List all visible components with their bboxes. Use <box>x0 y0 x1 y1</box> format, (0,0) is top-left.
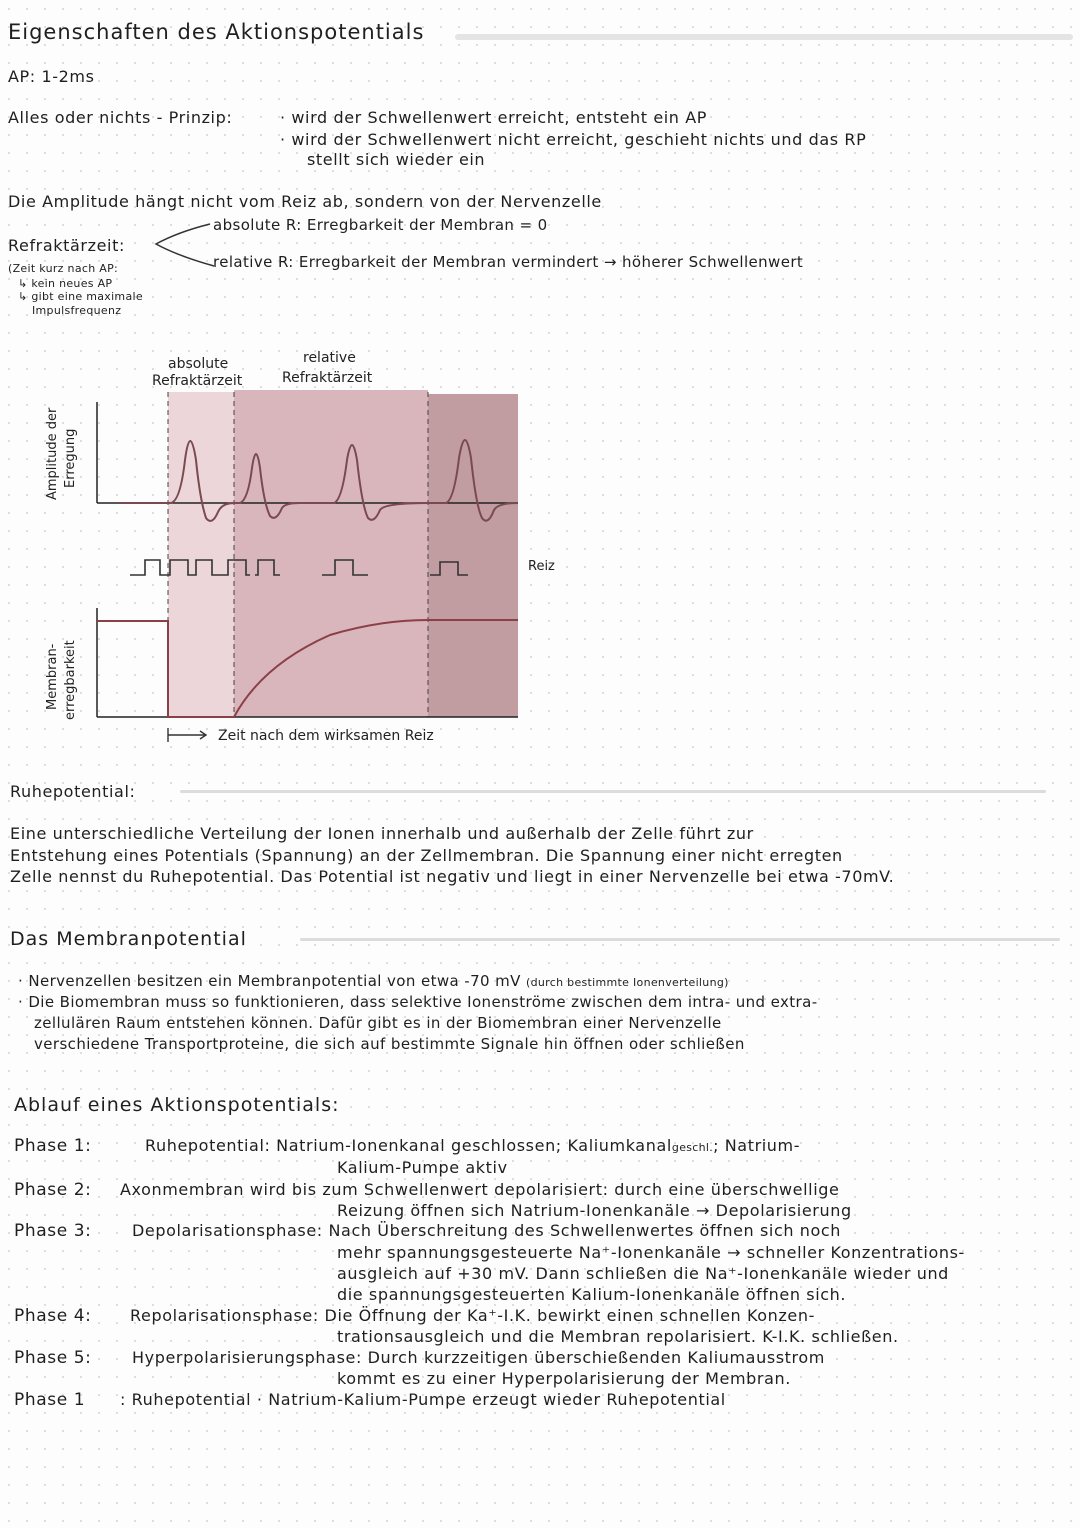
refraktaer-note1: (Zeit kurz nach AP: <box>8 262 119 275</box>
label-reiz: Reiz <box>528 559 555 574</box>
phase3-text3: ausgleich auf +30 mV. Dann schließen die Na⁺-Ionenkanäle wieder und <box>337 1264 949 1283</box>
ylabel-bottom-1: Membran- <box>45 643 60 710</box>
phase1-small: geschl. <box>671 1141 714 1154</box>
ylabel-top-1: Amplitude der <box>45 407 60 500</box>
alles-oder-nichts-label: Alles oder nichts - Prinzip: <box>8 108 233 127</box>
membranpotential-b1 <box>18 972 729 990</box>
ablauf-heading: Ablauf eines Aktionspotentials: <box>14 1094 340 1116</box>
refraktaer-note4: Impulsfrequenz <box>32 304 122 317</box>
ruhepotential-line2: Entstehung eines Potentials (Spannung) an der Zellmembran. Die Spannung einer nicht erregten <box>10 846 843 865</box>
relative-refractory-region <box>234 390 428 717</box>
refraktaer-brace <box>148 218 218 270</box>
alles-oder-nichts-line1: · wird der Schwellenwert erreicht, entsteht ein AP <box>280 108 708 127</box>
refraktaer-note2: ↳ kein neues AP <box>18 277 113 290</box>
membranpotential-b2-line2: zellulären Raum entstehen können. Dafür gibt es in der Biomembran einer Nervenzelle <box>34 1014 722 1032</box>
membranpotential-rule <box>300 938 1060 941</box>
ylabel-top-2: Erregung <box>63 428 78 488</box>
label-absolute-2: Refraktärzeit <box>152 373 243 389</box>
phase1-text1 <box>145 1136 800 1155</box>
phase3-text2: mehr spannungsgesteuerte Na⁺-Ionenkanäle → schneller Konzentrations- <box>337 1243 965 1262</box>
label-relative-1: relative <box>303 350 356 366</box>
phase4-text2: trationsausgleich und die Membran repolarisiert. K-I.K. schließen. <box>337 1327 899 1346</box>
phase3-label: Phase 3: <box>14 1221 92 1241</box>
normal-excitability-region <box>428 394 518 717</box>
alles-oder-nichts-line2: · wird der Schwellenwert nicht erreicht, geschieht nichts und das RP <box>280 130 867 149</box>
phase5-label: Phase 5: <box>14 1348 92 1368</box>
ylabel-bottom-2: erregbarkeit <box>63 640 78 720</box>
phase3-text1: Depolarisationsphase: Nach Überschreitung des Schwellenwertes öffnen sich noch <box>132 1221 842 1240</box>
refraktaer-note3: ↳ gibt eine maximale <box>18 290 143 303</box>
amplitude-text: Die Amplitude hängt nicht vom Reiz ab, sondern von der Nervenzelle <box>8 192 602 211</box>
phase1-text1-end: ; Natrium- <box>713 1136 801 1155</box>
label-relative-2: Refraktärzeit <box>282 370 373 386</box>
phase5-text1: Hyperpolarisierungsphase: Durch kurzzeitigen überschießenden Kaliumausstrom <box>132 1348 825 1367</box>
xlabel: Zeit nach dem wirksamen Reiz <box>218 728 434 744</box>
phase1-repeat-label: Phase 1 <box>14 1390 86 1410</box>
refraktaer-relative: relative R: Erregbarkeit der Membran vermindert → höherer Schwellenwert <box>213 253 804 271</box>
alles-oder-nichts-line3: stellt sich wieder ein <box>307 150 486 169</box>
membranpotential-b2-line3: verschiedene Transportproteine, die sich auf bestimmte Signale hin öffnen oder schließen <box>34 1035 745 1053</box>
membranpotential-b1-small: (durch bestimmte Ionenverteilung) <box>526 976 729 989</box>
phase5-text2: kommt es zu einer Hyperpolarisierung der Membran. <box>337 1369 791 1388</box>
label-absolute-1: absolute <box>168 356 229 372</box>
phase4-text1: Repolarisationsphase: Die Öffnung der Ka⁺-I.K. bewirkt einen schnellen Konzen- <box>130 1306 815 1325</box>
phase3-text4: die spannungsgesteuerten Kalium-Ionenkanäle öffnen sich. <box>337 1285 847 1304</box>
page-title: Eigenschaften des Aktionspotentials <box>8 20 425 44</box>
phase2-text2: Reizung öffnen sich Natrium-Ionenkanäle → Depolarisierung <box>337 1201 852 1220</box>
phase1-text1-main: Ruhepotential: Natrium-Ionenkanal geschlossen; Kaliumkanal <box>145 1136 672 1155</box>
ruhepotential-line1: Eine unterschiedliche Verteilung der Ionen innerhalb und außerhalb der Zelle führt zur <box>10 824 754 843</box>
membranpotential-heading: Das Membranpotential <box>10 928 247 950</box>
ruhepotential-rule <box>180 790 1046 793</box>
ruhepotential-heading: Ruhepotential: <box>10 782 136 801</box>
phase1-text2: Kalium-Pumpe aktiv <box>337 1158 508 1177</box>
phase2-label: Phase 2: <box>14 1180 92 1200</box>
membranpotential-b2-line1: · Die Biomembran muss so funktionieren, dass selektive Ionenströme zwischen dem intra- und extra- <box>18 993 818 1011</box>
refraktaer-absolute: absolute R: Erregbarkeit der Membran = 0 <box>213 216 548 234</box>
ruhepotential-line3: Zelle nennst du Ruhepotential. Das Potential ist negativ und liegt in einer Nervenzelle bei etwa -70mV. <box>10 867 895 886</box>
title-underline <box>455 34 1073 40</box>
phase1-repeat-text: : Ruhepotential · Natrium-Kalium-Pumpe erzeugt wieder Ruhepotential <box>120 1390 726 1409</box>
phase1-label: Phase 1: <box>14 1136 92 1156</box>
absolute-refractory-region <box>168 392 234 717</box>
phase4-label: Phase 4: <box>14 1306 92 1326</box>
refractory-diagram <box>0 340 620 760</box>
ap-duration: AP: 1-2ms <box>8 67 95 86</box>
phase2-text1: Axonmembran wird bis zum Schwellenwert depolarisiert: durch eine überschwellige <box>120 1180 840 1199</box>
refraktaer-label: Refraktärzeit: <box>8 236 125 255</box>
membranpotential-b1-main: · Nervenzellen besitzen ein Membranpotential von etwa -70 mV <box>18 972 521 990</box>
